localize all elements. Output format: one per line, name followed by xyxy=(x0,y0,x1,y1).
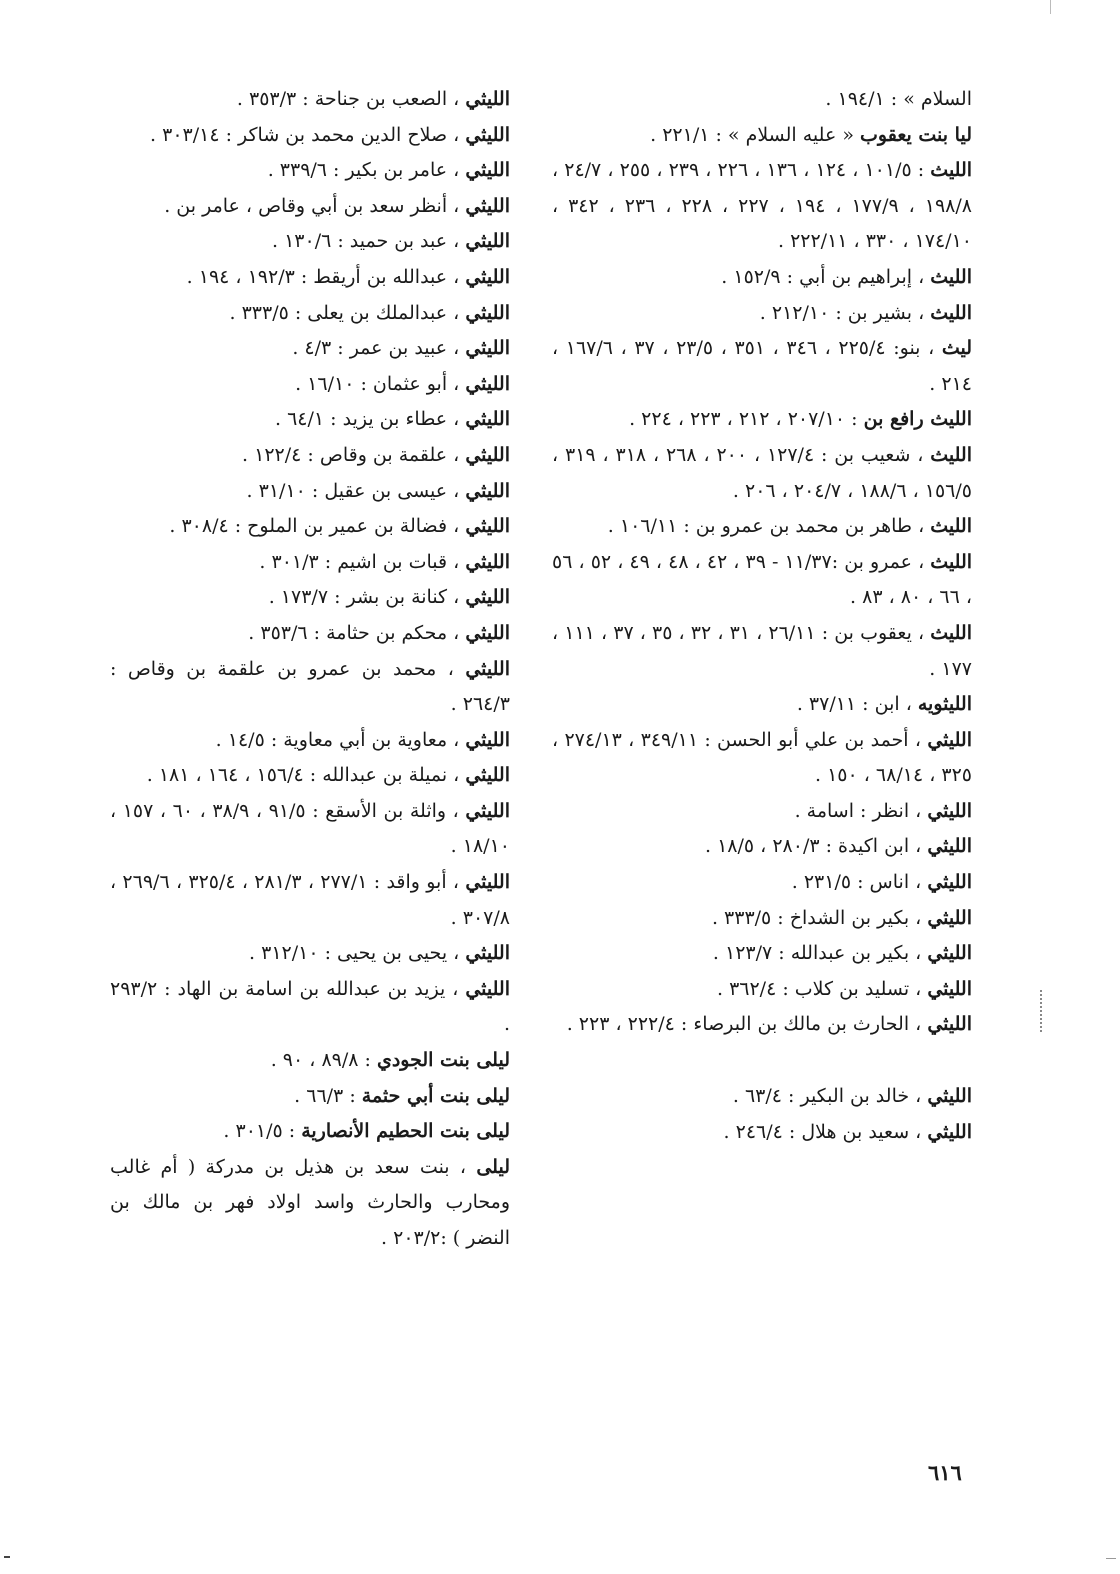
entry-heading: ليلى بنت الجودي xyxy=(376,1049,510,1072)
entry-references: ، علقمة بن وقاص : ١٢٢/٤ . xyxy=(242,443,466,466)
entry-heading: الليثي xyxy=(465,443,510,466)
entry-references: : ٢٠٧/١٠ ، ٢١٢ ، ٢٢٣ ، ٢٢٤ . xyxy=(629,408,864,431)
entry-references: ، أبو واقد : ٢٧٧/١ ، ٢٨١/٣ ، ٣٢٥/٤ ، ٢٦٩/٦ ، ٣٠٧/٨ . xyxy=(110,871,510,929)
entry-references: ، الحارث بن مالك بن البرصاء : ٢٢٢/٤ ، ٢٢٣ . xyxy=(566,1013,928,1036)
index-entry xyxy=(110,189,510,225)
index-entry xyxy=(110,118,510,154)
index-entry xyxy=(552,972,972,1008)
index-entry xyxy=(110,545,510,581)
index-entry xyxy=(552,82,972,118)
entry-references: ، عبدالملك بن يعلى : ٣٣٣/٥ . xyxy=(229,301,466,324)
entry-references: ، ابن اكيدة : ٢٨٠/٣ ، ١٨/٥ . xyxy=(705,835,928,858)
index-entry xyxy=(110,652,510,723)
index-entry xyxy=(110,794,510,865)
margin-dots xyxy=(1040,990,1045,1032)
entry-references: ، فضالة بن عمير بن الملوح : ٣٠٨/٤ . xyxy=(169,515,466,538)
entry-references: ، أنظر سعد بن أبي وقاص ، عامر بن . xyxy=(164,194,466,217)
index-entry xyxy=(552,402,972,438)
entry-heading: الليث xyxy=(930,550,973,573)
entry-references: ، بنو: ٢٢٥/٤ ، ٣٤٦ ، ٣٥١ ، ٢٣/٥ ، ٣٧ ، ١٦٧/٦ ، ٢١٤ . xyxy=(552,337,972,395)
index-entry xyxy=(110,1043,510,1079)
index-entry xyxy=(552,616,972,687)
entry-references: ، عيسى بن عقيل : ٣١/١٠ . xyxy=(246,479,466,502)
entry-heading: الليثي xyxy=(465,799,511,822)
index-entry xyxy=(110,331,510,367)
entry-references: : ٦٦/٣ . xyxy=(294,1084,362,1107)
entry-heading: الليث xyxy=(930,265,972,288)
entry-heading: ليلى xyxy=(476,1155,510,1178)
entry-references: ، الصعب بن جناحة : ٣٥٣/٣ . xyxy=(236,88,466,110)
entry-references: ، بكير بن عبدالله : ١٢٣/٧ . xyxy=(712,942,928,965)
entry-heading: ليلى بنت الحطيم الأنصارية xyxy=(301,1120,510,1143)
entry-heading: الليث xyxy=(930,443,972,466)
index-entry xyxy=(110,1114,510,1150)
index-entry xyxy=(110,580,510,616)
entry-references: ، نميلة بن عبدالله : ١٥٦/٤ ، ١٦٤ ، ١٨١ . xyxy=(146,764,466,787)
entry-heading: الليثي xyxy=(465,265,510,288)
entry-heading: الليثي xyxy=(465,550,510,573)
entry-references: ، بنت سعد بن هذيل بن مدركة ( أم غالب ومحارب والحارث واسد اولاد فهر بن مالك بن النضر ) :٢٠٣/٢ . xyxy=(110,1155,510,1249)
entry-references: ، بكير بن الشداخ : ٣٣٣/٥ . xyxy=(711,906,928,929)
entry-references: ، صلاح الدين محمد بن شاكر : ٣٠٣/١٤ . xyxy=(150,123,466,146)
entry-heading: ليلى بنت أبي حثمة xyxy=(361,1084,510,1107)
index-entry xyxy=(552,509,972,545)
index-entry xyxy=(110,153,510,189)
index-entry xyxy=(552,865,972,901)
entry-heading: ليث xyxy=(941,337,972,360)
entry-heading: الليثي xyxy=(465,728,510,751)
index-entry xyxy=(552,1079,972,1115)
index-entry xyxy=(552,1007,972,1043)
entry-heading: الليثي xyxy=(927,1085,972,1108)
index-entry xyxy=(552,296,972,332)
entry-references: ، إبراهيم بن أبي : ١٥٢/٩ . xyxy=(721,265,931,288)
entry-references: السلام » : ١٩٤/١ . xyxy=(825,88,972,110)
index-entry xyxy=(552,687,972,723)
entry-references: : ١٠١/٥ ، ١٢٤ ، ١٣٦ ، ٢٢٦ ، ٢٣٩ ، ٢٥٥ ، ٢٤/٧ ، ١٩٨/٨ ، ١٧٧/٩ ، ١٩٤ ، ٢٢٧ ، ٢٢٨ ، ٢٣٦ ، ٣٤٢ ، ١٧٤/١٠ ، ٣٣٠ ، ٢٢٢/١١ . xyxy=(552,159,972,253)
entry-heading: الليثي xyxy=(465,123,510,146)
entry-references: ، عبدالله بن أريقط : ١٩٢/٣ ، ١٩٤ . xyxy=(186,265,466,288)
entry-heading: الليث xyxy=(930,621,972,644)
entry-heading: الليثي xyxy=(927,906,972,929)
entry-heading: الليثي xyxy=(465,301,510,324)
entry-heading: الليثويه xyxy=(917,693,972,716)
index-entry xyxy=(110,260,510,296)
entry-references: ، كنانة بن بشر : ١٧٣/٧ . xyxy=(268,586,466,609)
entry-heading: الليث xyxy=(930,515,972,538)
index-entry xyxy=(552,331,972,402)
entry-heading: الليثي xyxy=(465,977,510,1000)
entry-references: ، يعقوب بن : ٢٦/١١ ، ٣١ ، ٣٢ ، ٣٥ ، ٣٧ ، ١١١ ، ١٧٧ . xyxy=(552,621,972,680)
entry-heading: الليثي xyxy=(465,871,510,894)
entry-references: ، يزيد بن عبدالله بن اسامة بن الهاد : ٢٩٣/٢ . xyxy=(110,977,510,1036)
entry-references: ، اناس : ٢٣١/٥ . xyxy=(791,871,928,894)
entry-heading: الليثي xyxy=(465,408,510,431)
entry-references: ، تسليد بن كلاب : ٣٦٢/٤ . xyxy=(716,977,928,1000)
index-entry xyxy=(552,438,972,509)
entry-heading: الليثي xyxy=(927,1013,972,1036)
entry-heading: الليث xyxy=(930,301,972,324)
top-edge-mark xyxy=(1050,0,1051,14)
entry-heading: الليثي xyxy=(465,586,510,609)
entry-heading: الليثي xyxy=(465,88,510,110)
entry-references: ، واثلة بن الأسقع : ٩١/٥ ، ٣٨/٩ ، ٦٠ ، ١٥٧ ، ١٨/١٠ . xyxy=(110,799,510,858)
entry-heading: الليثي xyxy=(465,764,510,787)
entry-heading: الليثي xyxy=(927,835,972,858)
entry-heading: الليثي xyxy=(465,230,510,253)
index-entry xyxy=(110,1150,510,1257)
entry-heading: الليثي xyxy=(927,942,972,965)
index-entry xyxy=(110,723,510,759)
right-index-column xyxy=(552,82,972,1150)
index-entry xyxy=(552,153,972,260)
index-entry xyxy=(110,438,510,474)
entry-heading: الليثي xyxy=(465,621,510,644)
entry-heading: الليثي xyxy=(465,657,510,680)
entry-heading: الليثي xyxy=(465,515,510,538)
entry-references: ، يحيى بن يحيى : ٣١٢/١٠ . xyxy=(249,942,466,965)
entry-references: ، عمرو بن :١١/٣٧ - ٣٩ ، ٤٢ ، ٤٨ ، ٤٩ ، ٥٢ ، ٥٦ ، ٦٦ ، ٨٠ ، ٨٣ . xyxy=(552,550,972,609)
entry-references: ، عبيد بن عمر : ٤/٣ . xyxy=(292,337,466,360)
left-index-column xyxy=(110,82,510,1257)
entry-references: ، بشير بن : ٢١٢/١٠ . xyxy=(759,301,931,324)
entry-references: ، عطاء بن يزيد : ٦٤/١ . xyxy=(275,408,466,431)
entry-gap xyxy=(552,1043,972,1079)
entry-references: ، قبات بن اشيم : ٣٠١/٣ . xyxy=(259,550,466,573)
entry-references: : ٣٠١/٥ . xyxy=(223,1120,302,1143)
index-entry xyxy=(552,901,972,937)
entry-heading: الليثي xyxy=(927,728,972,751)
entry-heading: ليا بنت يعقوب xyxy=(860,123,972,146)
entry-references: ، عامر بن بكير : ٣٣٩/٦ . xyxy=(267,159,466,182)
index-entry xyxy=(552,118,972,154)
index-entry xyxy=(110,82,510,118)
entry-references: « عليه السلام » : ٢٢١/١ . xyxy=(650,123,860,146)
index-entry xyxy=(110,972,510,1043)
entry-references: ، معاوية بن أبي معاوية : ١٤/٥ . xyxy=(215,728,466,751)
entry-references: ، طاهر بن محمد بن عمرو بن : ١٠٦/١١ . xyxy=(607,515,931,538)
entry-references: ، انظر : اسامة . xyxy=(794,799,928,822)
index-entry xyxy=(110,616,510,652)
entry-references: ، سعيد بن هلال : ٢٤٦/٤ . xyxy=(723,1120,928,1143)
entry-heading: الليثي xyxy=(465,942,510,965)
index-entry xyxy=(552,723,972,794)
entry-references: : ٨٩/٨ ، ٩٠ . xyxy=(270,1049,377,1072)
index-entry xyxy=(110,474,510,510)
index-entry xyxy=(552,260,972,296)
index-entry xyxy=(110,758,510,794)
entry-heading: الليثي xyxy=(465,159,510,182)
index-entry xyxy=(110,224,510,260)
entry-heading: الليثي xyxy=(465,479,510,502)
entry-heading: الليثي xyxy=(927,1120,972,1143)
page-number: ٦١٦ xyxy=(928,1460,962,1485)
index-entry xyxy=(552,794,972,830)
entry-references: ، خالد بن البكير : ٦٣/٤ . xyxy=(732,1085,928,1108)
entry-references: ، شعيب بن : ١٢٧/٤ ، ٢٠٠ ، ٢٦٨ ، ٣١٨ ، ٣١٩ ، ١٥٦/٥ ، ١٨٨/٦ ، ٢٠٤/٧ ، ٢٠٦ . xyxy=(552,443,972,502)
entry-references: ، محمد بن عمرو بن علقمة بن وقاص : ٢٦٤/٣ . xyxy=(110,657,510,716)
entry-heading: الليثي xyxy=(927,871,972,894)
index-entry xyxy=(552,545,972,616)
edge-mark xyxy=(1106,1558,1116,1559)
entry-heading: الليث xyxy=(930,159,973,182)
index-entry xyxy=(110,296,510,332)
entry-heading: الليث رافع بن xyxy=(863,408,972,431)
index-entry xyxy=(110,1079,510,1115)
index-entry xyxy=(552,936,972,972)
entry-references: ، أبو عثمان : ١٦/١٠ . xyxy=(295,372,466,395)
entry-heading: الليثي xyxy=(927,799,972,822)
index-entry xyxy=(110,936,510,972)
entry-heading: الليثي xyxy=(465,372,510,395)
index-entry xyxy=(552,829,972,865)
entry-references: ، محكم بن حثامة : ٣٥٣/٦ . xyxy=(248,621,466,644)
index-entry xyxy=(110,367,510,403)
entry-heading: الليثي xyxy=(465,337,510,360)
entry-heading: الليثي xyxy=(927,977,972,1000)
index-entry xyxy=(110,865,510,936)
index-entry xyxy=(552,1115,972,1151)
entry-heading: الليثي xyxy=(465,194,510,217)
entry-references: ، ابن : ٣٧/١١ . xyxy=(796,693,918,716)
index-entry xyxy=(110,509,510,545)
index-entry xyxy=(110,402,510,438)
entry-references: ، أحمد بن علي أبو الحسن : ٣٤٩/١١ ، ٢٧٤/١٣ ، ٣٢٥ ، ٦٨/١٤ ، ١٥٠ . xyxy=(552,728,972,787)
entry-references: ، عبد بن حميد : ١٣٠/٦ . xyxy=(271,230,466,253)
corner-mark xyxy=(4,1556,10,1561)
